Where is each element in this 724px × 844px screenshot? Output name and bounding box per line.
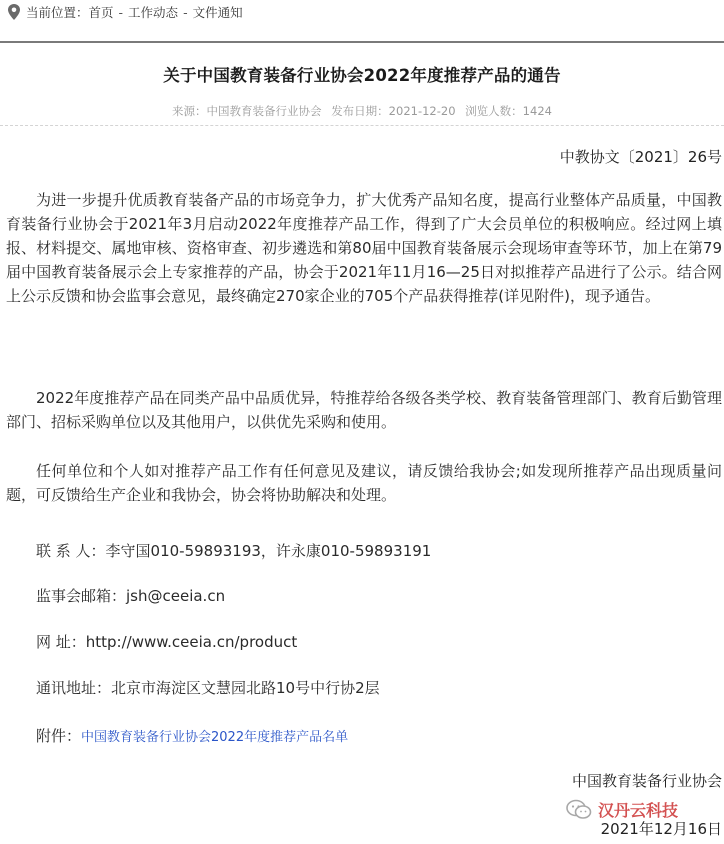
contact-person: 联 系 人：李守国010-59893193，许永康010-59893191 [36,542,432,560]
breadcrumb [0,0,724,24]
breadcrumb-separator: - [118,4,124,20]
wechat-icon [566,799,592,821]
breadcrumb-label: 当前位置： [26,5,89,20]
meta-divider [0,125,724,127]
breadcrumb-notices[interactable]: 文件通知 [192,5,243,20]
attachment-link[interactable]: 中国教育装备行业协会2022年度推荐产品名单 [81,730,349,745]
website: 网 址：http://www.ceeia.cn/product [36,633,298,651]
article-title: 关于中国教育装备行业协会2022年度推荐产品的通告 [163,66,561,85]
watermark-text: 汉丹云科技 [598,801,679,820]
paragraph-3: 任何单位和个人如对推荐产品工作有任何意见及建议，请反馈给我协会;如发现所推荐产品出现质量问题，可反馈给生产企业和我协会，协会将协助解决和处理。 [6,462,722,504]
breadcrumb-separator: - [183,4,188,20]
location-pin-icon [6,3,22,21]
supervisor-email: 监事会邮箱：jsh@ceeia.cn [36,587,226,605]
header-divider [0,41,724,43]
attachment [36,725,348,746]
signature-date: 2021年12月16日 [600,820,722,838]
document-number: 中教协文〔2021〕26号 [559,148,722,166]
attachment-label: 附件： [36,727,82,745]
article-source: 来源：中国教育装备行业协会 [172,104,322,118]
mailing-address: 通讯地址：北京市海淀区文慧园北路10号中行协2层 [36,679,380,697]
paragraph-2: 2022年度推荐产品在同类产品中品质优异，特推荐给各级各类学校、教育装备管理部门、教育后勤管理部门、招标采购单位以及其他用户，以供优先采购和使用。 [6,389,722,431]
article-meta [0,103,724,119]
breadcrumb-work-news[interactable]: 工作动态 [128,5,179,20]
article-views: 浏览人数：1424 [465,104,552,118]
article-publish-date: 发布日期：2021-12-20 [331,104,456,118]
signature-organization: 中国教育装备行业协会 [571,772,722,790]
breadcrumb-home[interactable]: 首页 [88,5,114,20]
paragraph-1: 为进一步提升优质教育装备产品的市场竞争力，扩大优秀产品知名度，提高行业整体产品质量，中国教育装备行业协会于2021年3月启动2022年度推荐产品工作，得到了广大会员单位的积极响应。经过网上填报、材料提交、属地审核、资格审查、初步遴选和第80届中国教育装备展示会现场审查等环节，加上在第79届中国教育装备展示会上专家推荐的产品，协会于2021年11月16—25日对拟推荐产品进行了公示。结合网上公示反馈和协会监事会意见，最终确定270家企业的705个产品获得推荐(详见附件)，现予通告。 [6,191,722,305]
